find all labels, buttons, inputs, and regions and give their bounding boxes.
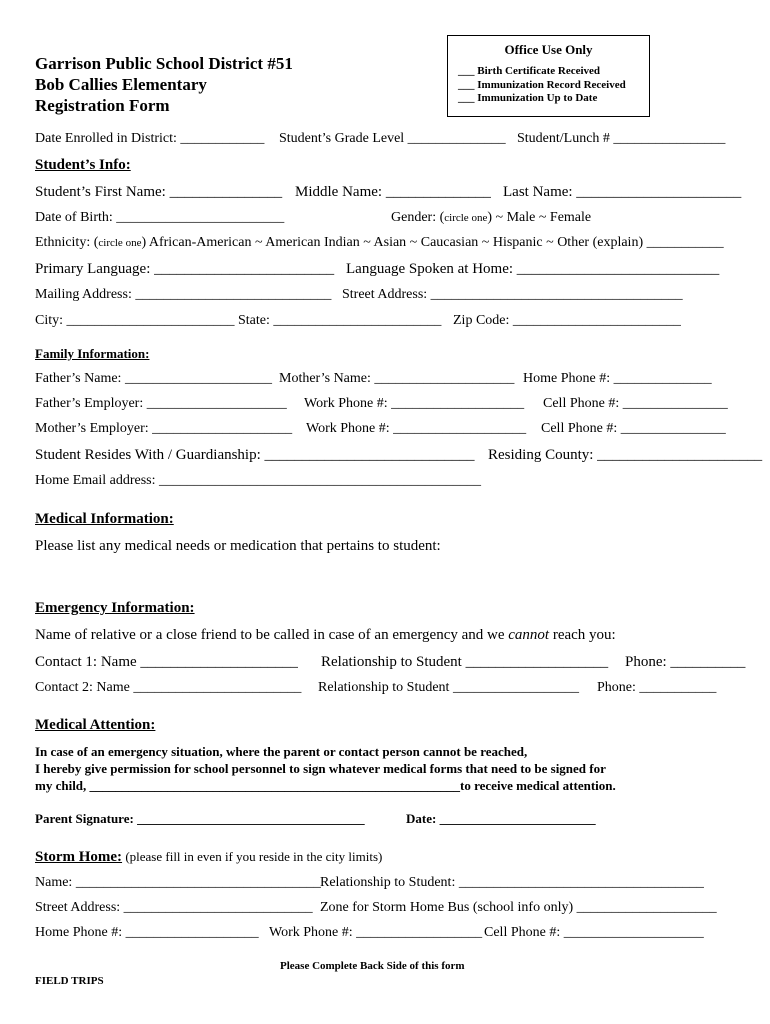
storm-home-header — [35, 849, 382, 866]
storm-home-street-field[interactable]: Street Address: ___________________________ — [35, 900, 313, 915]
signature-date-field[interactable]: Date: ________________________ — [406, 811, 596, 826]
contact2-phone-field[interactable]: Phone: ___________ — [597, 680, 717, 695]
office-use-box — [447, 35, 650, 117]
office-use-title: Office Use Only — [504, 42, 593, 57]
contact2-relationship-field[interactable]: Relationship to Student __________________ — [318, 680, 579, 695]
contact1-relationship-field[interactable]: Relationship to Student ___________________ — [321, 654, 609, 670]
home-phone-field[interactable]: Home Phone #: ______________ — [523, 371, 712, 386]
contact1-name-field[interactable]: Contact 1: Name _____________________ — [35, 654, 298, 670]
family-info-heading: Family Information: — [35, 346, 150, 361]
last-name-field[interactable]: Last Name: ______________________ — [503, 184, 742, 200]
street-address-field[interactable]: Street Address: ____________________________________ — [342, 287, 683, 302]
field-trips-heading: FIELD TRIPS — [35, 975, 104, 987]
contact1-phone-field[interactable]: Phone: __________ — [625, 654, 746, 670]
storm-home-name-field[interactable]: Name: ___________________________________ — [35, 875, 321, 890]
back-side-note: Please Complete Back Side of this form — [280, 960, 465, 972]
gender-circle-note: circle one — [444, 212, 488, 224]
permission-line-2: I hereby give permission for school personnel to sign whatever medical forms that need to be signed for — [35, 761, 606, 776]
emergency-prompt-emphasis: cannot — [508, 627, 550, 643]
permission-line-3[interactable]: my child, _________________________________________________________to receive medical attention. — [35, 778, 616, 793]
storm-home-zone-field[interactable]: Zone for Storm Home Bus (school info only) ____________________ — [320, 900, 717, 915]
storm-cell-phone-field[interactable]: Cell Phone #: ____________________ — [484, 925, 704, 940]
permission-line-1: In case of an emergency situation, where the parent or contact person cannot be reached, — [35, 744, 528, 759]
storm-work-phone-field[interactable]: Work Phone #: __________________ — [269, 925, 483, 940]
ethnicity-options: ) African-American ~ American Indian ~ Asian ~ Caucasian ~ Hispanic ~ Other (explain) ___________ — [141, 235, 724, 250]
student-lunch-field[interactable]: Student/Lunch # ________________ — [517, 131, 726, 146]
middle-name-field[interactable]: Middle Name: ______________ — [295, 184, 491, 200]
storm-home-relationship-field[interactable]: Relationship to Student: ___________________________________ — [320, 875, 704, 890]
student-info-heading: Student’s Info: — [35, 157, 131, 173]
ethnicity-circle-note: circle one — [98, 237, 142, 249]
mother-cell-phone-field[interactable]: Cell Phone #: _______________ — [541, 421, 726, 436]
residing-county-field[interactable]: Residing County: ______________________ — [488, 447, 763, 463]
date-enrolled-field[interactable]: Date Enrolled in District: ____________ — [35, 131, 265, 146]
city-field[interactable]: City: ________________________ — [35, 313, 235, 328]
gender-field[interactable] — [391, 210, 591, 226]
storm-home-heading: Storm Home: — [35, 849, 123, 865]
mother-employer-field[interactable]: Mother’s Employer: ____________________ — [35, 421, 293, 436]
storm-home-phone-field[interactable]: Home Phone #: ___________________ — [35, 925, 259, 940]
contact2-name-field[interactable]: Contact 2: Name ________________________ — [35, 680, 302, 695]
ethnicity-prefix: Ethnicity: ( — [35, 235, 99, 250]
district-name: Garrison Public School District #51 — [35, 54, 293, 73]
emergency-prompt — [35, 627, 616, 644]
father-name-field[interactable]: Father’s Name: _____________________ — [35, 371, 272, 386]
dob-field[interactable]: Date of Birth: ________________________ — [35, 210, 285, 225]
home-language-field[interactable]: Language Spoken at Home: ___________________________ — [346, 261, 720, 277]
gender-options: ) ~ Male ~ Female — [487, 210, 592, 225]
grade-level-field[interactable]: Student’s Grade Level ______________ — [279, 131, 506, 146]
medical-attention-heading: Medical Attention: — [35, 717, 156, 733]
resides-with-field[interactable]: Student Resides With / Guardianship: ____________________________ — [35, 447, 475, 463]
medical-needs-prompt: Please list any medical needs or medication that pertains to student: — [35, 538, 441, 554]
office-item-birth-certificate: ___ Birth Certificate Received — [458, 65, 601, 77]
storm-home-note: (please fill in even if you reside in the city limits) — [122, 849, 383, 864]
parent-signature-field[interactable]: Parent Signature: ___________________________________ — [35, 811, 365, 826]
emergency-info-heading: Emergency Information: — [35, 600, 195, 616]
father-cell-phone-field[interactable]: Cell Phone #: _______________ — [543, 396, 728, 411]
zip-code-field[interactable]: Zip Code: ________________________ — [453, 313, 681, 328]
mother-name-field[interactable]: Mother’s Name: ____________________ — [279, 371, 515, 386]
emergency-prompt-before: Name of relative or a close friend to be called in case of an emergency and we — [35, 627, 509, 643]
mailing-address-field[interactable]: Mailing Address: ____________________________ — [35, 287, 332, 302]
office-item-immunization-up-to-date: ___ Immunization Up to Date — [458, 92, 598, 104]
emergency-prompt-after: reach you: — [549, 627, 616, 643]
father-work-phone-field[interactable]: Work Phone #: ___________________ — [304, 396, 525, 411]
ethnicity-field[interactable] — [35, 235, 724, 251]
form-title: Registration Form — [35, 96, 170, 115]
state-field[interactable]: State: ________________________ — [238, 313, 442, 328]
gender-prefix: Gender: ( — [391, 210, 445, 225]
first-name-field[interactable]: Student’s First Name: _______________ — [35, 184, 283, 200]
primary-language-field[interactable]: Primary Language: ________________________ — [35, 261, 335, 277]
office-item-immunization-record: ___ Immunization Record Received — [458, 79, 626, 91]
home-email-field[interactable]: Home Email address: ______________________________________________ — [35, 473, 482, 488]
mother-work-phone-field[interactable]: Work Phone #: ___________________ — [306, 421, 527, 436]
school-name: Bob Callies Elementary — [35, 75, 207, 94]
father-employer-field[interactable]: Father’s Employer: ____________________ — [35, 396, 287, 411]
medical-info-heading: Medical Information: — [35, 511, 174, 527]
